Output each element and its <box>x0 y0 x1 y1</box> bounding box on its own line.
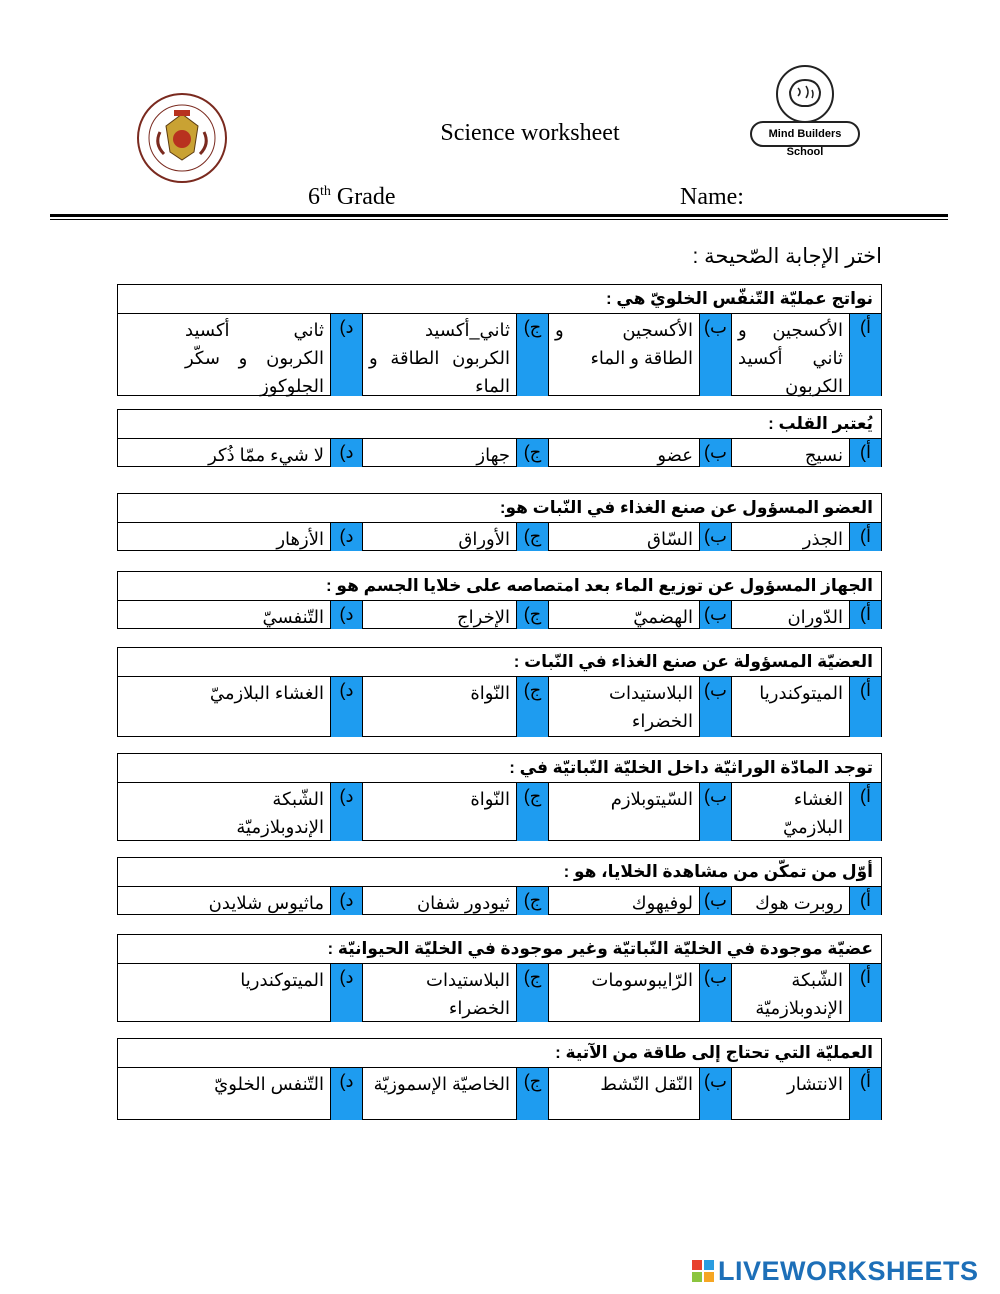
option-answer[interactable]: النّواة <box>362 677 516 737</box>
grade-ordinal: th <box>320 184 331 199</box>
option-answer[interactable]: روبرت هوك <box>731 887 849 915</box>
option-answer[interactable]: عضو <box>548 439 699 467</box>
option-letter: أ) <box>849 314 881 396</box>
option-answer[interactable]: لا شيء ممّا ذُكر <box>208 445 324 465</box>
option-answer[interactable]: ثاني أكسيد الكربون و سكّر الجلوكوز <box>185 320 324 396</box>
option-answer[interactable]: النّقل النّشط <box>548 1068 699 1120</box>
question-block <box>117 409 882 467</box>
question-stem: نواتج عمليّة التّنفّس الخلويّ هي : <box>118 285 881 314</box>
question-block <box>117 857 882 915</box>
header-rule <box>50 214 948 217</box>
option-letter: أ) <box>849 523 881 551</box>
option-letter: د) <box>330 601 362 629</box>
school-logo-label: Mind Builders School <box>768 128 842 158</box>
question-block <box>117 571 882 629</box>
question-block <box>117 934 882 1022</box>
option-answer[interactable]: الرّايبوسومات <box>548 964 699 1022</box>
option-answer[interactable]: الشّبكة الإندوبلازميّة <box>236 789 324 837</box>
option-answer[interactable]: التّنفس الخلويّ <box>214 1074 324 1094</box>
name-label: Name: <box>680 184 744 210</box>
option-letter: ج) <box>516 677 548 737</box>
option-letter: د) <box>330 887 362 915</box>
brand-text: LIVEWORKSHEETS <box>718 1255 979 1286</box>
option-answer[interactable]: الجذر <box>731 523 849 551</box>
option-answer[interactable]: الميتوكندريا <box>240 970 324 990</box>
question-stem: الجهاز المسؤول عن توزيع الماء بعد امتصاصه على خلايا الجسم هو : <box>118 572 881 601</box>
option-letter: ب) <box>699 523 731 551</box>
option-answer[interactable]: جهاز <box>362 439 516 467</box>
mind-builders-school-logo <box>748 62 862 158</box>
question-block <box>117 1038 882 1120</box>
question-stem: العمليّة التي تحتاج إلى طاقة من الآتية : <box>118 1039 881 1068</box>
option-letter: ج) <box>516 314 548 396</box>
option-letter: د) <box>330 439 362 467</box>
option-answer[interactable]: الخاصيّة الإسموزيّة <box>362 1068 516 1120</box>
option-letter: د) <box>330 523 362 551</box>
option-answer[interactable]: الغشاء البلازميّ <box>209 683 324 703</box>
option-answer[interactable]: لوفيهوك <box>548 887 699 915</box>
option-answer[interactable]: ثيودور شفان <box>362 887 516 915</box>
option-letter: ج) <box>516 964 548 1022</box>
question-block <box>117 753 882 841</box>
instruction-text: اختر الإجابة الصّحيحة : <box>692 245 882 268</box>
option-letter: ج) <box>516 523 548 551</box>
option-letter: د) <box>330 964 362 1022</box>
option-letter: ج) <box>516 887 548 915</box>
option-letter: أ) <box>849 601 881 629</box>
option-letter: ب) <box>699 677 731 737</box>
option-answer[interactable]: الميتوكندريا <box>731 677 849 737</box>
option-answer[interactable]: السّاق <box>548 523 699 551</box>
option-letter: أ) <box>849 964 881 1022</box>
option-letter: ب) <box>699 601 731 629</box>
option-letter: ج) <box>516 439 548 467</box>
question-block <box>117 284 882 396</box>
option-answer[interactable]: الهضميّ <box>548 601 699 629</box>
question-block <box>117 493 882 551</box>
option-answer[interactable]: البلاستيدات الخضراء <box>548 677 699 737</box>
option-letter: أ) <box>849 887 881 915</box>
option-letter: أ) <box>849 783 881 841</box>
option-letter: ج) <box>516 1068 548 1120</box>
option-answer[interactable]: السّيتوبلازم <box>548 783 699 841</box>
option-answer[interactable]: النّواة <box>362 783 516 841</box>
option-answer[interactable]: الغشاء البلازميّ <box>731 783 849 841</box>
option-answer[interactable]: التّنفسيّ <box>262 607 324 627</box>
option-answer[interactable]: الانتشار <box>731 1068 849 1120</box>
grade-number: 6 <box>308 184 320 210</box>
question-stem: العضو المسؤول عن صنع الغذاء في النّبات هو: <box>118 494 881 523</box>
option-letter: ب) <box>699 314 731 396</box>
option-answer[interactable]: الأزهار <box>276 529 324 549</box>
option-answer[interactable]: ماثيوس شلايدن <box>208 893 324 913</box>
option-letter: د) <box>330 1068 362 1120</box>
option-answer[interactable]: الشّبكة الإندوبلازميّة <box>731 964 849 1022</box>
question-stem: أوّل من تمكّن من مشاهدة الخلايا، هو : <box>118 858 881 887</box>
option-letter: ج) <box>516 783 548 841</box>
option-letter: ب) <box>699 887 731 915</box>
option-answer[interactable]: الأوراق <box>362 523 516 551</box>
option-answer[interactable]: الدّوران <box>731 601 849 629</box>
option-answer[interactable]: الأكسجين و الطاقة و الماء <box>548 314 699 396</box>
worksheet-title: Science worksheet <box>440 120 620 146</box>
question-stem: العضيّة المسؤولة عن صنع الغذاء في النّبات : <box>118 648 881 677</box>
option-answer[interactable]: نسيج <box>731 439 849 467</box>
liveworksheets-brand <box>692 1257 979 1285</box>
option-letter: ب) <box>699 1068 731 1120</box>
liveworksheets-icon <box>692 1260 714 1282</box>
option-letter: أ) <box>849 677 881 737</box>
option-answer[interactable]: الإخراج <box>362 601 516 629</box>
option-answer[interactable]: البلاستيدات الخضراء <box>362 964 516 1022</box>
question-block <box>117 647 882 737</box>
option-letter: ب) <box>699 964 731 1022</box>
option-letter: ب) <box>699 439 731 467</box>
option-letter: د) <box>330 314 362 396</box>
option-letter: ب) <box>699 783 731 841</box>
grade-word: Grade <box>336 184 396 210</box>
option-letter: د) <box>330 677 362 737</box>
ministry-emblem-logo <box>136 92 228 184</box>
option-answer[interactable]: ثاني_أكسيد الكربون الطاقة و الماء <box>362 314 516 396</box>
option-letter: أ) <box>849 439 881 467</box>
grade-label <box>308 184 396 211</box>
question-stem: توجد المادّة الوراثيّة داخل الخليّة النّباتيّة في : <box>118 754 881 783</box>
option-letter: د) <box>330 783 362 841</box>
header-rule-thin <box>50 219 948 220</box>
question-stem: عضيّة موجودة في الخليّة النّباتيّة وغير موجودة في الخليّة الحيوانيّة : <box>118 935 881 964</box>
question-stem: يُعتبر القلب : <box>118 410 881 439</box>
option-letter: أ) <box>849 1068 881 1120</box>
option-answer[interactable]: الأكسجين و ثاني أكسيد الكربون <box>731 314 849 396</box>
option-letter: ج) <box>516 601 548 629</box>
